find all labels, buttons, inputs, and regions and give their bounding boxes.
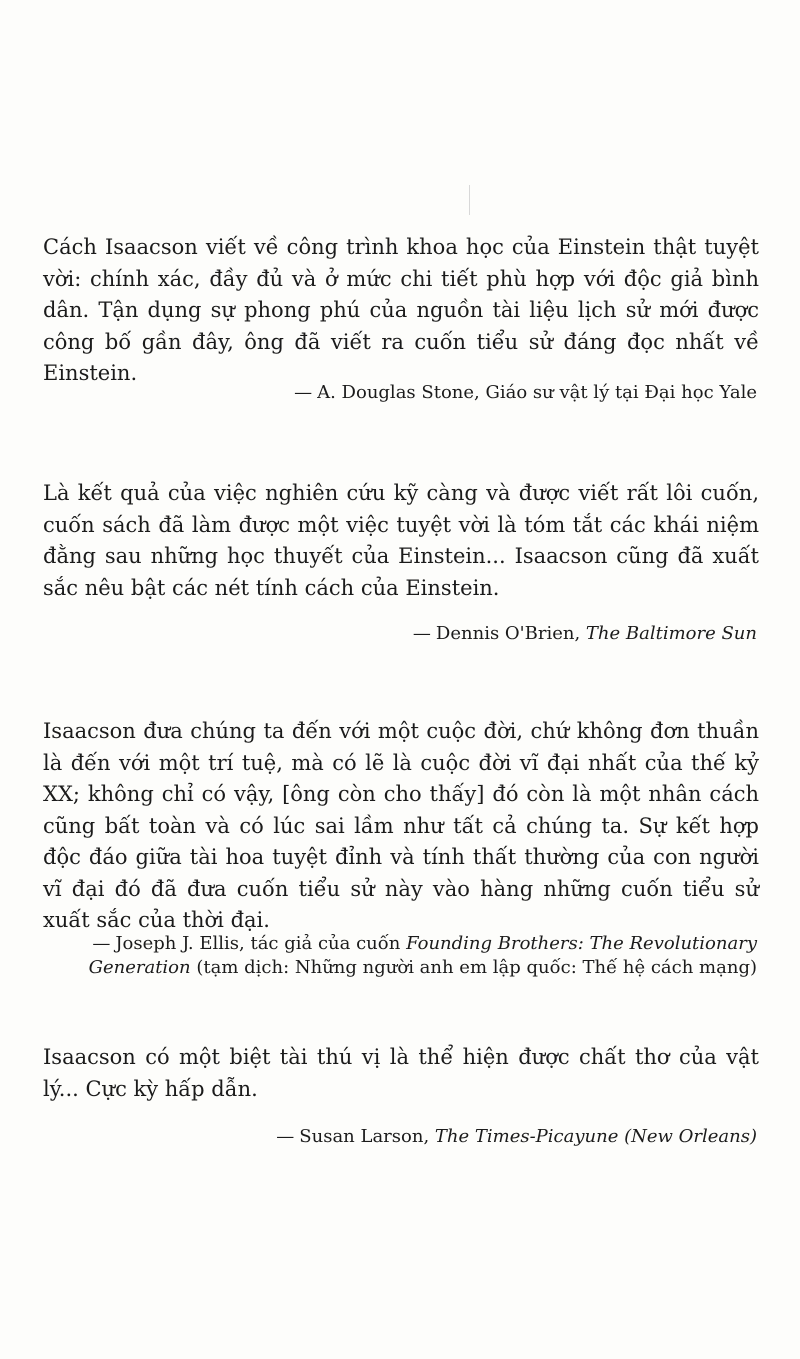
attribution-book-title: Founding Brothers: The Revolutionary Generation: [88, 933, 757, 978]
attribution-dash: —: [92, 933, 111, 954]
testimonial-attribution-2: [43, 622, 757, 646]
testimonial-attribution-3: [43, 932, 757, 980]
attribution-translation-note: (tạm dịch: Những người anh em lập quốc: Thế hệ cách mạng): [196, 957, 757, 978]
testimonial-quote-1: Cách Isaacson viết về công trình khoa học của Einstein thật tuyệt vời: chính xác, đầy đủ và ở mức chi tiết phù hợp với độc giả bình dân. Tận dụng sự phong phú của nguồn tài liệu lịch sử mới được công bố gần đây, ông đã viết ra cuốn tiểu sử đáng đọc nhất về Einstein.: [43, 235, 759, 385]
testimonial-quote-3: Isaacson đưa chúng ta đến với một cuộc đời, chứ không đơn thuần là đến với một trí tuệ, mà có lẽ là cuộc đời vĩ đại nhất của thế kỷ XX; không chỉ có vậy, [ông còn cho thấy] đó còn là một nhân cách cũng bất toàn và có lúc sai lầm như tất cả chúng ta. Sự kết hợp độc đáo giữa tài hoa tuyệt đỉnh và tính thất thường của con người vĩ đại đó đã đưa cuốn tiểu sử này vào hàng những cuốn tiểu sử xuất sắc của thời đại.: [43, 719, 759, 932]
attribution-author: Joseph J. Ellis, tác giả của cuốn: [115, 933, 401, 954]
testimonial-attribution-4: [43, 1125, 757, 1149]
testimonial-attribution-1: [43, 381, 757, 405]
attribution-author: A. Douglas Stone, Giáo sư vật lý tại Đại học Yale: [317, 382, 757, 403]
attribution-author: Dennis O'Brien,: [435, 623, 581, 644]
testimonial-quote-4: Isaacson có một biệt tài thú vị là thể hiện được chất thơ của vật lý... Cực kỳ hấp dẫn.: [43, 1045, 759, 1101]
attribution-dash: —: [276, 1126, 295, 1147]
testimonial-quote-2: Là kết quả của việc nghiên cứu kỹ càng và được viết rất lôi cuốn, cuốn sách đã làm được một việc tuyệt vời là tóm tắt các khái niệm đằng sau những học thuyết của Einstein... Isaacson cũng đã xuất sắc nêu bật các nét tính cách của Einstein.: [43, 481, 759, 600]
page-crease-mark: [469, 185, 470, 215]
attribution-dash: —: [412, 623, 431, 644]
attribution-publication: The Times-Picayune (New Orleans): [434, 1126, 757, 1147]
attribution-publication: The Baltimore Sun: [585, 623, 757, 644]
attribution-dash: —: [294, 382, 313, 403]
attribution-author: Susan Larson,: [299, 1126, 430, 1147]
